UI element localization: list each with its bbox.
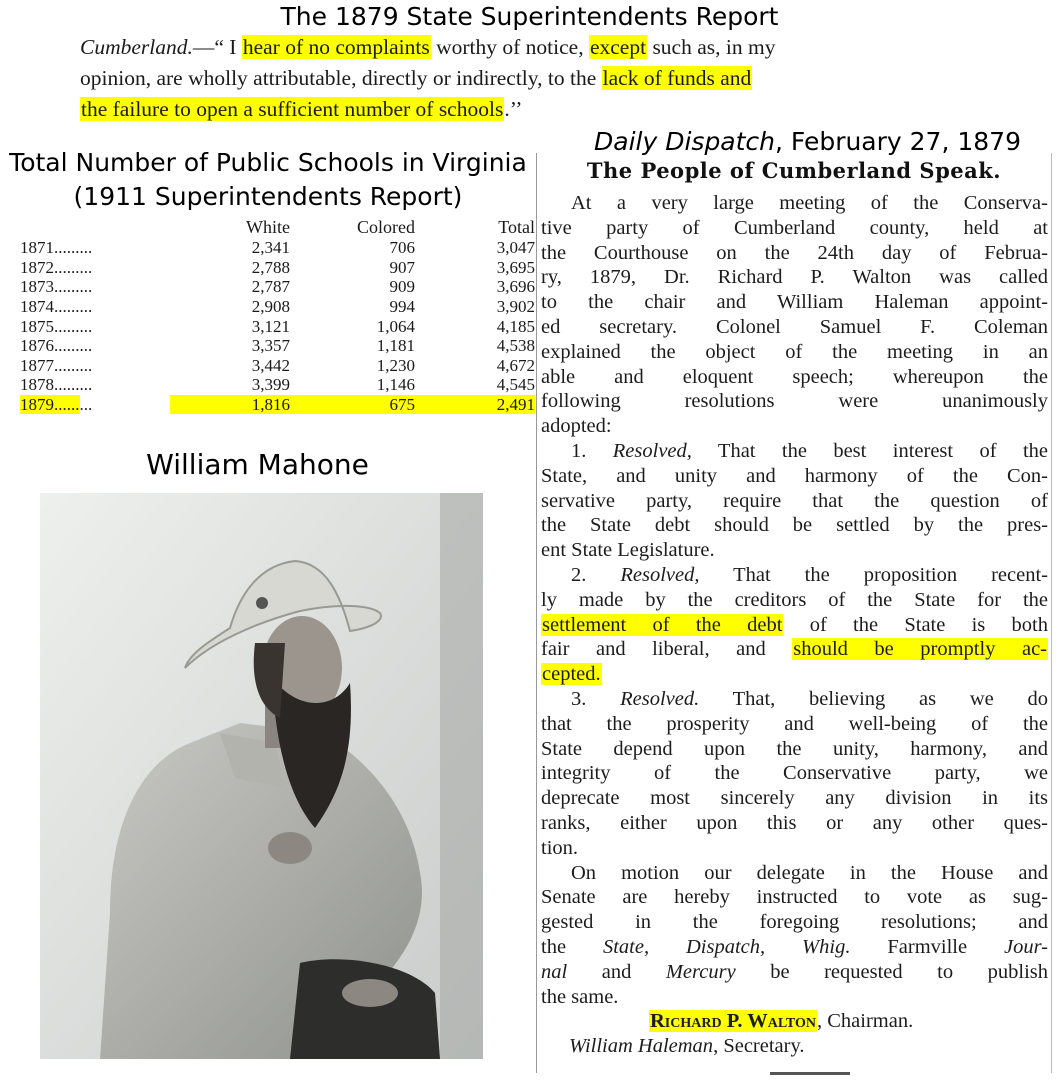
table-cell: 2,908	[251, 297, 290, 317]
report-quote	[80, 32, 995, 125]
article-text: Farmville	[850, 935, 1005, 958]
quote-highlight: lack of funds and	[602, 66, 752, 90]
article-line: ly made by the creditors of the State for the	[541, 588, 1048, 611]
table-cell: 1879.........	[20, 395, 170, 415]
article-line: integrity of the Conservative party, we	[541, 762, 1048, 785]
table-cell: 1,146	[376, 375, 415, 395]
table-cell: 1,816	[170, 395, 290, 415]
article-line: On motion our delegate in the House and	[571, 861, 1048, 884]
table-cell: 3,442	[251, 355, 290, 375]
table-cell: 3,902	[496, 297, 535, 317]
article-highlight: settlement of the debt	[542, 613, 783, 636]
article-line: to the chair and William Haleman appoint-	[541, 291, 1048, 314]
column-divider	[536, 153, 537, 1073]
article-italic: Jour-	[1004, 935, 1048, 958]
resolved-word: Resolved,	[620, 563, 700, 586]
article-line: Senate are hereby instructed to vote as sug-	[541, 886, 1048, 909]
report-title: The 1879 State Superintendents Report	[280, 2, 779, 31]
table-cell: 1872.........	[20, 257, 93, 277]
article-line: ry, 1879, Dr. Richard P. Walton was called	[541, 266, 1048, 289]
article-highlight: should be promptly ac-	[793, 638, 1047, 661]
secretary-title: , Secretary.	[713, 1035, 805, 1058]
table-cell: 675	[290, 395, 415, 415]
table-cell: 909	[389, 277, 415, 297]
table-cell: 1876.........	[20, 336, 93, 356]
table-cell: 4,672	[496, 355, 535, 375]
article-body	[541, 191, 1048, 1059]
table-row	[20, 356, 535, 376]
table-cell: 3,047	[496, 238, 535, 258]
article-line: ent State Legislature.	[541, 539, 715, 562]
quote-text: worthy of notice,	[430, 35, 589, 59]
table-cell: 4,185	[496, 316, 535, 336]
portrait-illustration	[40, 493, 483, 1059]
secretary-name: William Haleman	[569, 1035, 714, 1058]
article-line: State depend upon the unity, harmony, and	[541, 737, 1048, 760]
article-line: explained the object of the meeting in an	[541, 340, 1048, 363]
quote-line-1	[80, 32, 995, 63]
table-cell: 1,181	[376, 336, 415, 356]
article-text: That the best interest of the	[691, 439, 1048, 462]
article-line: servative party, require that the question of	[541, 489, 1048, 512]
resolution-number: 1.	[571, 439, 613, 462]
article-line	[541, 662, 1048, 687]
article-text: That the proposition recent-	[699, 563, 1048, 586]
table-cell: 994	[389, 297, 415, 317]
resolution-3-line	[541, 687, 1048, 712]
table-header: Total	[498, 216, 535, 237]
article-line	[541, 935, 1048, 960]
hand-shape	[342, 979, 398, 1007]
table-header-row	[20, 216, 535, 238]
table-row	[20, 258, 535, 278]
photo-wall	[440, 493, 483, 1059]
article-italic: nal	[541, 960, 568, 983]
table-row	[20, 238, 535, 258]
table-cell: 2,787	[251, 277, 290, 297]
resolution-number: 3.	[571, 687, 621, 710]
table-cell: 2,341	[251, 238, 290, 258]
article-line: able and eloquent speech; whereupon the	[541, 365, 1048, 388]
resolution-2-line	[541, 563, 1048, 588]
article-line: deprecate most sincerely any division in its	[541, 787, 1048, 810]
quote-text: such as, in my	[647, 35, 776, 59]
table-cell: 907	[389, 257, 415, 277]
resolution-number: 2.	[571, 563, 621, 586]
chairman-title: , Chairman.	[816, 1010, 914, 1033]
article-line: the Courthouse on the 24th day of Februa-	[541, 241, 1048, 264]
article-text: fair and liberal, and	[541, 638, 793, 661]
table-header: Colored	[357, 216, 415, 237]
table-header	[20, 216, 170, 238]
article-end-rule	[770, 1072, 850, 1075]
table-cell: 3,121	[251, 316, 290, 336]
article-line: that the prosperity and well-being of the	[541, 712, 1048, 735]
table-cell: 1873.........	[20, 277, 93, 297]
article-line: State, and unity and harmony of the Con-	[541, 464, 1048, 487]
article-text: That, believing as we do	[699, 687, 1048, 710]
table-cell: 706	[389, 238, 415, 258]
quote-text: opinion, are wholly attributable, directly or indirectly, to the	[80, 66, 602, 90]
table-header: White	[246, 216, 290, 237]
table-row	[20, 375, 535, 395]
dispatch-title	[560, 127, 1055, 156]
table-cell: 2,491	[415, 395, 535, 415]
quote-line-2	[80, 63, 995, 94]
table-row	[20, 297, 535, 317]
article-line: the State debt should be settled by the pres-	[541, 514, 1048, 537]
quote-highlight: the failure to open a sufficient number of schools	[81, 97, 504, 121]
article-text: and	[567, 960, 666, 983]
table-cell: 1871.........	[20, 238, 93, 258]
signature-secretary	[541, 1034, 1048, 1059]
table-cell: 1,064	[376, 316, 415, 336]
dispatch-title-paper: Daily Dispatch	[594, 127, 776, 156]
table-cell: 3,399	[251, 375, 290, 395]
article-line: ranks, either upon this or any other ques-	[541, 811, 1048, 834]
article-line	[541, 960, 1048, 985]
article-line: tive party of Cumberland county, held at	[541, 216, 1048, 239]
table-cell: 3,696	[496, 277, 535, 297]
article-italic: State, Dispatch, Whig.	[602, 935, 851, 958]
quote-highlight: hear of no complaints	[242, 35, 430, 59]
dispatch-title-date: , February 27, 1879	[775, 127, 1021, 156]
table-cell: 1,230	[376, 355, 415, 375]
resolution-1-line	[541, 439, 1048, 464]
article-line: gested in the foregoing resolutions; and	[541, 911, 1048, 934]
article-text: be requested to publish	[735, 960, 1048, 983]
column-divider	[1051, 153, 1052, 1073]
article-line: adopted:	[541, 415, 612, 438]
portrait-photo	[40, 493, 483, 1059]
quote-text: .’’	[504, 97, 523, 121]
article-line	[541, 613, 1048, 638]
table-cell: 1877.........	[20, 355, 93, 375]
hat-badge	[256, 597, 268, 609]
table-cell: 4,538	[496, 336, 535, 356]
resolved-word: Resolved,	[612, 439, 692, 462]
signature-chairman	[541, 1009, 1048, 1034]
hand-shape	[268, 832, 312, 864]
table-row	[20, 316, 535, 336]
resolved-word: Resolved.	[620, 687, 700, 710]
schools-table-title: Total Number of Public Schools in Virginia (1911 Superintendents Report)	[9, 148, 527, 211]
article-line	[541, 637, 1048, 662]
quote-highlight: except	[589, 35, 647, 59]
table-row-highlighted	[20, 395, 535, 415]
article-heading: The People of Cumberland Speak.	[586, 158, 1002, 183]
table-cell: 1875.........	[20, 316, 93, 336]
article-line: following resolutions were unanimously	[541, 390, 1048, 413]
article-text: of the State is both	[783, 613, 1048, 636]
article-italic: Mercury	[665, 960, 736, 983]
article-highlight: cepted.	[542, 663, 601, 686]
article-line: the same.	[541, 985, 619, 1008]
chairman-name: Richard P. Walton	[650, 1010, 816, 1033]
article-line: ed secretary. Colonel Samuel F. Coleman	[541, 315, 1048, 338]
table-cell: 2,788	[251, 257, 290, 277]
table-cell: 1874.........	[20, 297, 93, 317]
table-cell: 1878.........	[20, 375, 93, 395]
quote-county: Cumberland.	[80, 35, 193, 59]
table-cell: 4,545	[496, 375, 535, 395]
table-row	[20, 277, 535, 297]
table-row	[20, 336, 535, 356]
article-line: At a very large meeting of the Conserva-	[571, 192, 1048, 214]
quote-text: —“ I	[192, 35, 242, 59]
table-cell: 3,357	[251, 336, 290, 356]
table-cell: 3,695	[496, 257, 535, 277]
quote-line-3	[80, 94, 995, 125]
photo-caption: William Mahone	[146, 448, 369, 481]
article-text: the	[541, 935, 603, 958]
schools-table	[20, 216, 535, 414]
article-line: tion.	[541, 836, 579, 859]
